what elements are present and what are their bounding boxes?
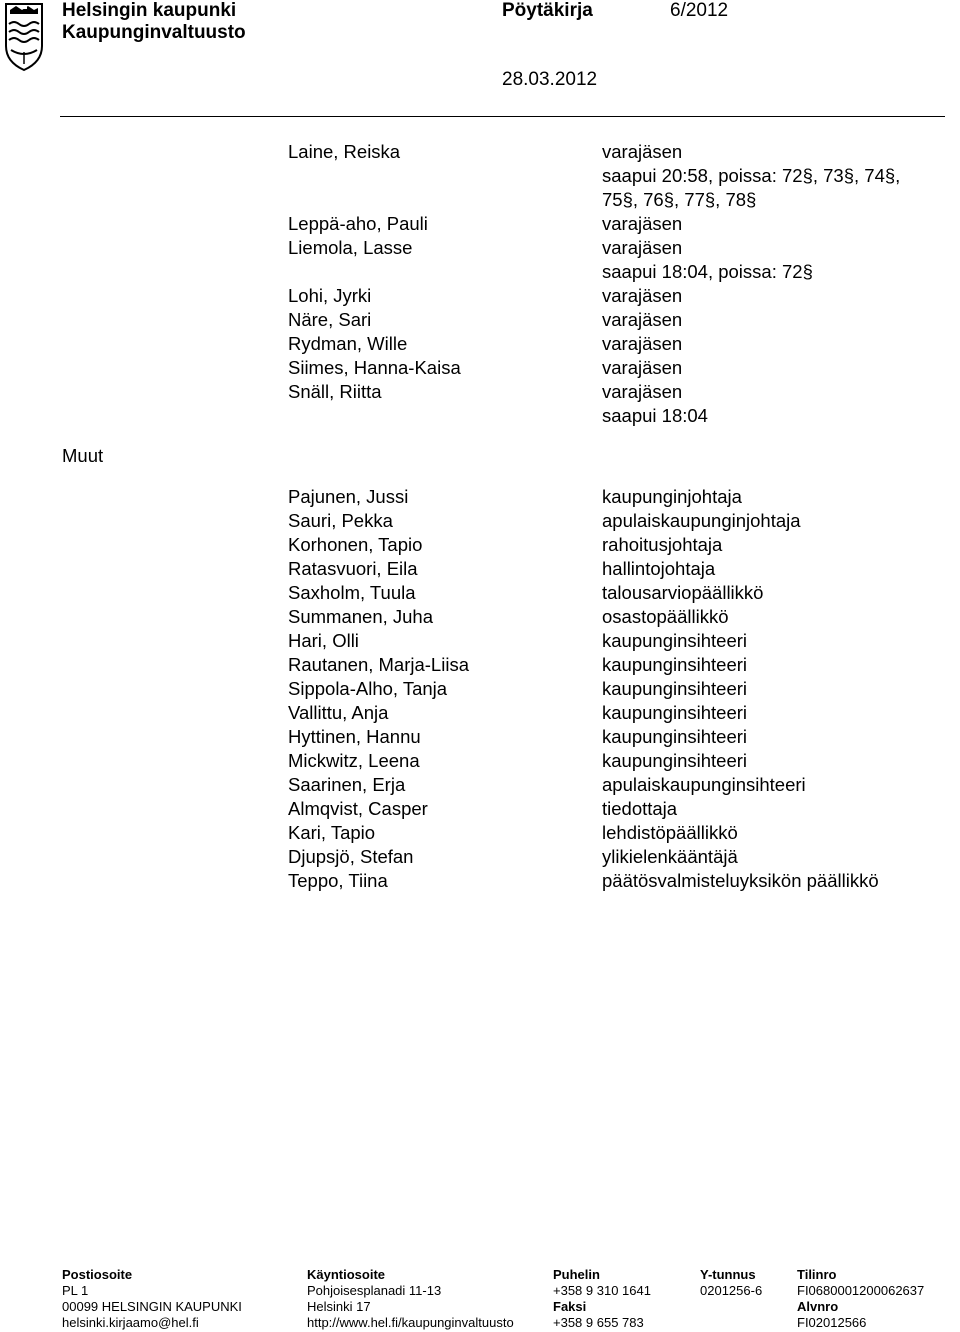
header-divider	[60, 116, 945, 117]
person-role: ylikielenkääntäjä	[602, 846, 738, 867]
person-role: päätösvalmisteluyksikön päällikkö	[602, 870, 879, 891]
helsinki-coat-of-arms-icon	[2, 2, 46, 72]
member-name: Näre, Sari	[288, 309, 372, 330]
footer-alvnro-label: Alvnro	[797, 1299, 839, 1314]
person-role: osastopäällikkö	[602, 606, 729, 627]
member-note: varajäsen	[602, 333, 683, 354]
member-name: Laine, Reiska	[288, 141, 401, 162]
footer-puhelin-label: Puhelin	[553, 1267, 600, 1282]
member-name: Leppä-aho, Pauli	[288, 213, 428, 234]
footer-kayntiosoite-line: Helsinki 17	[307, 1299, 371, 1314]
council-name: Kaupunginvaltuusto	[62, 22, 246, 43]
member-note: saapui 18:04	[602, 405, 708, 426]
footer-fax: +358 9 655 783	[553, 1315, 644, 1330]
person-role: kaupunginjohtaja	[602, 486, 742, 507]
person-role: kaupunginsihteeri	[602, 702, 748, 723]
person-name: Vallittu, Anja	[288, 702, 389, 723]
member-note: varajäsen	[602, 357, 683, 378]
person-role: kaupunginsihteeri	[602, 750, 748, 771]
person-role: kaupunginsihteeri	[602, 678, 748, 699]
member-note: varajäsen	[602, 381, 683, 402]
footer-website-link[interactable]: http://www.hel.fi/kaupunginvaltuusto	[307, 1315, 514, 1330]
member-note: varajäsen	[602, 213, 683, 234]
member-name: Lohi, Jyrki	[288, 285, 372, 306]
footer-tilinro: FI0680001200062637	[797, 1283, 925, 1298]
footer-kayntiosoite-label: Käyntiosoite	[307, 1267, 386, 1282]
person-name: Kari, Tapio	[288, 822, 376, 843]
person-name: Almqvist, Casper	[288, 798, 428, 819]
member-name: Snäll, Riitta	[288, 381, 382, 402]
person-name: Saxholm, Tuula	[288, 582, 416, 603]
member-note: 75§, 76§, 77§, 78§	[602, 189, 757, 210]
member-note: saapui 18:04, poissa: 72§	[602, 261, 813, 282]
person-name: Saarinen, Erja	[288, 774, 406, 795]
person-name: Sauri, Pekka	[288, 510, 393, 531]
footer-ytunnus: 0201256-6	[700, 1283, 763, 1298]
footer-postiosoite-line: 00099 HELSINGIN KAUPUNKI	[62, 1299, 242, 1314]
member-note: saapui 20:58, poissa: 72§, 73§, 74§,	[602, 165, 901, 186]
member-name: Siimes, Hanna-Kaisa	[288, 357, 461, 378]
person-name: Djupsjö, Stefan	[288, 846, 414, 867]
person-name: Mickwitz, Leena	[288, 750, 420, 771]
person-role: kaupunginsihteeri	[602, 726, 748, 747]
person-role: tiedottaja	[602, 798, 678, 819]
document-type: Pöytäkirja	[502, 0, 593, 21]
footer-kayntiosoite-line: Pohjoisesplanadi 11-13	[307, 1283, 442, 1298]
section-heading-muut: Muut	[62, 445, 104, 466]
person-name: Summanen, Juha	[288, 606, 434, 627]
footer-phone: +358 9 310 1641	[553, 1283, 651, 1298]
member-note: varajäsen	[602, 141, 683, 162]
footer-postiosoite-label: Postiosoite	[62, 1267, 133, 1282]
member-note: varajäsen	[602, 285, 683, 306]
person-role: hallintojohtaja	[602, 558, 716, 579]
person-role: rahoitusjohtaja	[602, 534, 723, 555]
footer-ytunnus-label: Y-tunnus	[700, 1267, 756, 1282]
meeting-date: 28.03.2012	[502, 69, 598, 90]
member-name: Liemola, Lasse	[288, 237, 413, 258]
person-name: Rautanen, Marja-Liisa	[288, 654, 469, 675]
person-name: Sippola-Alho, Tanja	[288, 678, 448, 699]
person-role: kaupunginsihteeri	[602, 630, 748, 651]
person-name: Korhonen, Tapio	[288, 534, 423, 555]
footer-alvnro: FI02012566	[797, 1315, 867, 1330]
person-name: Teppo, Tiina	[288, 870, 388, 891]
footer-email[interactable]: helsinki.kirjaamo@hel.fi	[62, 1315, 199, 1330]
member-note: varajäsen	[602, 237, 683, 258]
person-role: apulaiskaupunginsihteeri	[602, 774, 806, 795]
organization-name: Helsingin kaupunki	[62, 0, 237, 21]
person-name: Hari, Olli	[288, 630, 359, 651]
person-role: lehdistöpäällikkö	[602, 822, 738, 843]
person-name: Ratasvuori, Eila	[288, 558, 418, 579]
person-name: Pajunen, Jussi	[288, 486, 409, 507]
member-name: Rydman, Wille	[288, 333, 408, 354]
person-role: apulaiskaupunginjohtaja	[602, 510, 801, 531]
footer-postiosoite-line: PL 1	[62, 1283, 89, 1298]
person-role: talousarviopäällikkö	[602, 582, 764, 603]
document-number: 6/2012	[670, 0, 729, 21]
person-name: Hyttinen, Hannu	[288, 726, 421, 747]
member-note: varajäsen	[602, 309, 683, 330]
footer-tilinro-label: Tilinro	[797, 1267, 837, 1282]
person-role: kaupunginsihteeri	[602, 654, 748, 675]
footer-faksi-label: Faksi	[553, 1299, 587, 1314]
